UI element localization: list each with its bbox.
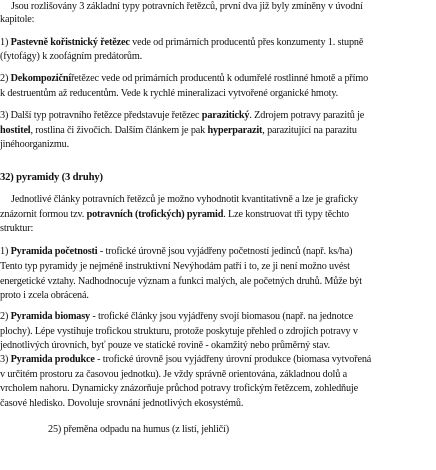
pyramid-2-line-1 [0, 311, 353, 323]
chain-3-text-pre: 3) Další typ potravního řetězce představuje řetězec [0, 110, 202, 121]
chain-3-line-3: jinéhoorganizmu. [0, 139, 69, 150]
chain-2-line-1 [0, 73, 368, 85]
pyramid-2-line-2: plochy). Lépe vystihuje trofickou strukturu, protože poskytuje přehled o zdrojích potravy v [0, 326, 358, 337]
pyramid-1-line-3: energetické vztahy. Nadhodnocuje význam a funkci malých, ale početných druhů. Může být [0, 276, 362, 287]
chain-1-term: Pastevně kořistnický řetězec [10, 37, 130, 48]
chain-3-term: parazitický [201, 110, 250, 121]
pyramid-3-term: Pyramida produkce [10, 354, 95, 365]
pyramid-3-number: 3) [0, 354, 11, 365]
intro-line-2: kapitole: [0, 14, 35, 25]
pyramid-1-number: 1) [0, 246, 11, 257]
chain-2-text: řetězec vede od primárních producentů k odumřelé rostlinné hmotě a přímo [71, 73, 369, 84]
pyramid-2-number: 2) [0, 311, 11, 322]
pyramid-3-text: - trofické úrovně jsou vyjádřeny úrovní produkce (biomasa vytvořená [94, 354, 372, 365]
pyramid-1-line-2: Tento typ pyramidy je nejméně instruktivní Nevýhodám patří i to, ze ji není možno uvést [0, 261, 350, 272]
chain-1-line-1 [0, 37, 363, 49]
next-item-heading: 25) přeměna odpadu na humus (z listí, jehličí) [48, 424, 229, 435]
intro-line-1: Jsou rozlišovány 3 základní typy potravních řetězců, první dva již byly zmíněny v úvodní [11, 1, 363, 12]
chain-1-number: 1) [0, 37, 11, 48]
pyramid-1-text: - trofické úrovně jsou vyjádřeny početností jedinců (např. ks/ha) [97, 246, 353, 257]
section-paragraph-line-1: Jednotlivé články potravních řetězců je možno vyhodnotit kvantitativně a lze je graficky [11, 194, 358, 205]
chain-1-text: vede od primárních producentů přes konzumenty 1. stupně [129, 37, 364, 48]
section-paragraph-rest: . Lze konstruovat tři typy těchto [223, 209, 349, 220]
section-paragraph-line-2 [0, 209, 349, 221]
pyramid-2-term: Pyramida biomasy [10, 311, 90, 322]
chain-3-line-1 [0, 110, 364, 122]
chain-3-line-2 [0, 125, 357, 137]
chain-3-line-2-rest: , parazitující na parazitu [262, 125, 357, 136]
section-paragraph-pre: znázornit formou tzv. [0, 209, 87, 220]
pyramid-1-line-1 [0, 246, 352, 258]
chain-2-line-2: k destruentům až reducentům. Vede k rychlé mineralizaci vytvořené organické hmoty. [0, 88, 339, 99]
pyramid-1-line-4: proto i zcela obrácená. [0, 290, 89, 301]
pyramid-3-line-2: v určitém prostoru za časovou jednotku). Je vždy správně orientována, základnou dolů a [0, 369, 347, 380]
chain-2-term: Dekompoziční [10, 73, 72, 84]
chain-2-number: 2) [0, 73, 11, 84]
pyramid-3-line-1 [0, 354, 371, 366]
chain-3-hyperparasite-term: hyperparazit [207, 125, 263, 136]
chain-3-host-term: hostitel [0, 125, 31, 136]
pyramid-3-line-3: vrcholem nahoru. Dynamicky znázorňuje průchod potravy trofickým řetězcem, zohledňuje [0, 383, 358, 394]
pyramid-2-text: - trofické články jsou vyjádřeny svojí biomasou (např. na jednotce [89, 311, 353, 322]
chain-3-line-2-mid: , rostlina či živočich. Dalším článkem je pak [30, 125, 208, 136]
pyramid-3-line-4: časové hledisko. Dovoluje srovnání jednotlivých ekosystémů. [0, 398, 244, 409]
chain-3-text-rest: . Zdrojem potravy parazitů je [249, 110, 365, 121]
section-paragraph-line-3: struktur: [0, 223, 34, 234]
pyramid-1-term: Pyramida početnosti [10, 246, 98, 257]
section-heading: 32) pyramidy (3 druhy) [0, 172, 103, 183]
pyramid-2-line-3: jednotlivých úrovních, byť pouze ve statické rovině - okamžitý nebo průměrný stav. [0, 340, 331, 351]
chain-1-line-2: (fytofágy) k zoofágním predátorům. [0, 51, 143, 62]
section-paragraph-term: potravních (trofických) pyramid [86, 209, 224, 220]
